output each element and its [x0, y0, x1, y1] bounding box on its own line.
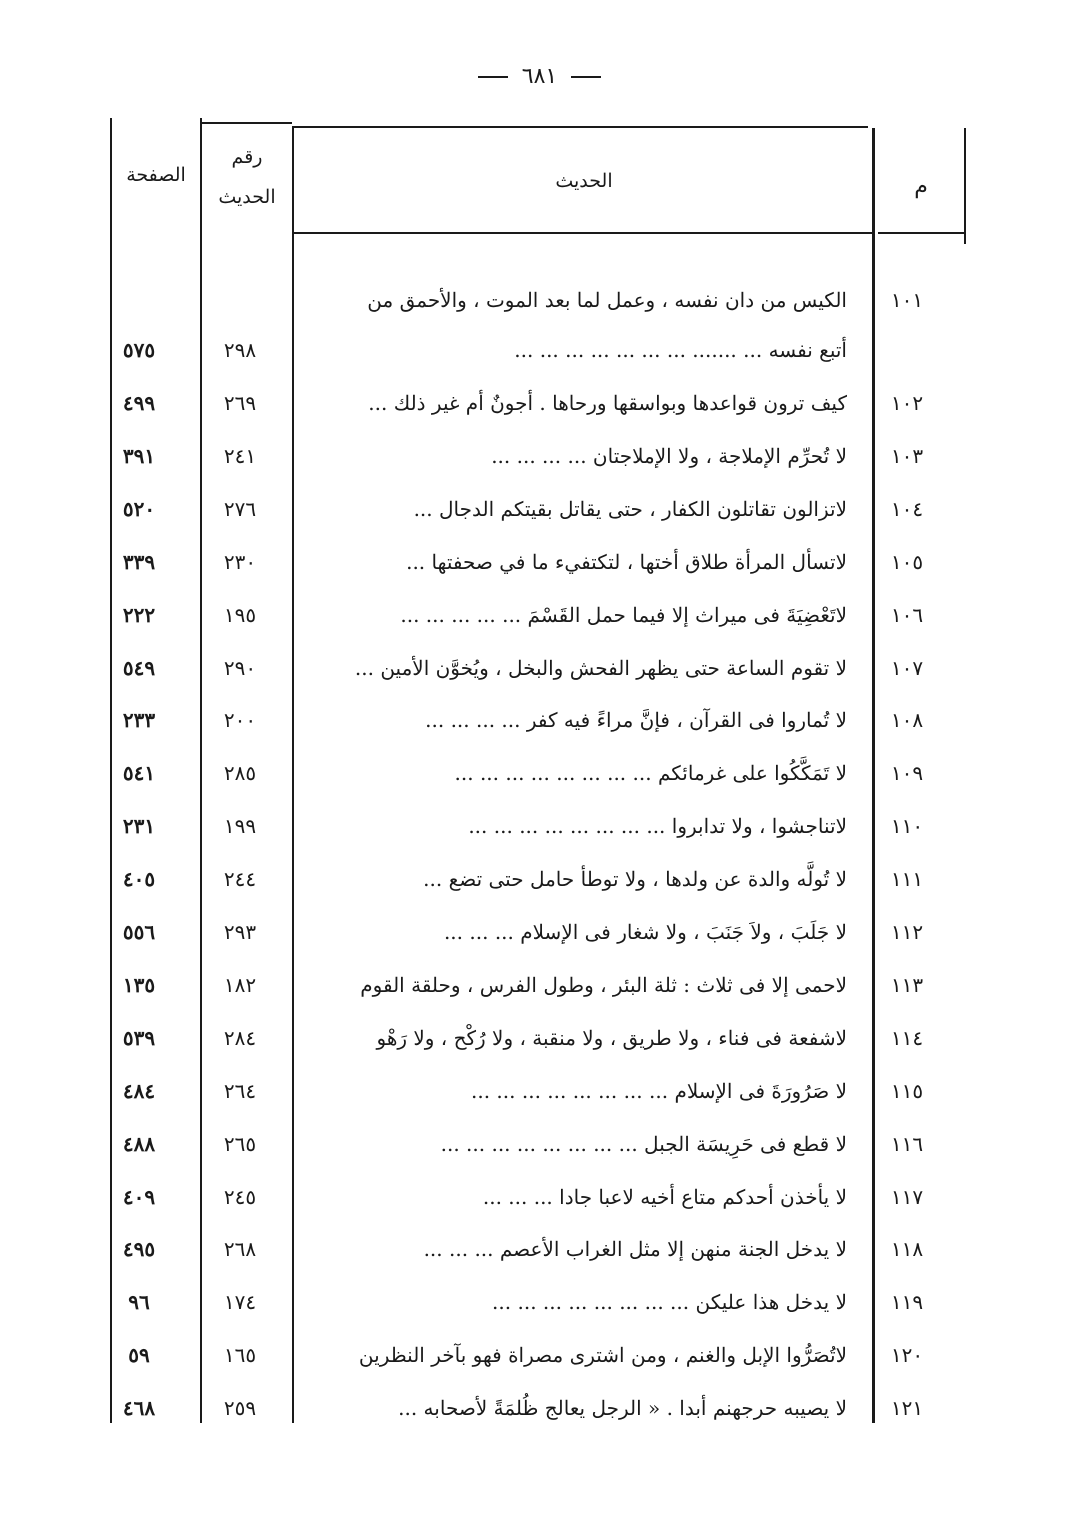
row-page: ٥٣٩	[122, 1025, 156, 1050]
table-row	[0, 648, 1079, 688]
row-page: ٥٢٠	[122, 496, 156, 521]
table-row	[0, 383, 1079, 423]
row-hadith-text: لا تُماروا فى القرآن ، فإنَّ مراءً فيه كفر ... ... ... ...	[425, 708, 847, 733]
row-serial: ١١٤	[890, 1025, 924, 1050]
row-page: ٩٦	[128, 1290, 150, 1315]
table-row	[0, 753, 1079, 793]
row-page: ١٣٥	[122, 972, 156, 997]
row-page: ٤٨٤	[122, 1078, 156, 1103]
row-hadith-number: ٢٧٦	[223, 496, 257, 521]
right-dash	[571, 76, 601, 78]
row-serial: ١١٧	[890, 1184, 924, 1209]
row-hadith-text-continued: أتبع نفسه ... ....... ... ... ... ... ... ... ...	[514, 338, 847, 362]
table-top-rule	[292, 126, 868, 128]
table-row	[0, 1229, 1079, 1269]
table-row	[0, 1018, 1079, 1058]
row-hadith-text: لاتناجشوا ، ولا تدابروا ... ... ... ... ... ... ... ...	[468, 814, 847, 839]
table-row	[0, 806, 1079, 846]
table-row	[0, 489, 1079, 529]
row-serial: ١٠٨	[890, 708, 924, 733]
row-hadith-text: لا تُولَّه والدة عن ولدها ، ولا توطأ حامل حتى تضع ...	[423, 867, 847, 892]
row-hadith-text: لا جَلَبَ ، ولاَ جَنَبَ ، ولا شغار فى الإسلام ... ... ...	[443, 920, 847, 944]
row-hadith-number: ١٧٤	[223, 1290, 257, 1315]
row-hadith-number: ٢٦٩	[223, 391, 257, 415]
table-top-rule-left	[200, 122, 292, 124]
row-serial: ١٢١	[890, 1396, 924, 1421]
header-serial: م	[914, 174, 928, 199]
row-hadith-number: ٢٦٤	[223, 1078, 257, 1103]
row-hadith-number: ٢٦٥	[223, 1131, 257, 1156]
table-row	[0, 1071, 1079, 1111]
row-serial: ١٠٢	[890, 391, 924, 415]
row-hadith-text: كيف ترون قواعدها وبواسقها ورحاها . أجونٌ أم غير ذلك ...	[368, 391, 847, 415]
row-serial: ١١٨	[890, 1237, 924, 1262]
row-serial: ١٠١	[890, 288, 924, 312]
row-serial: ١١٩	[890, 1290, 924, 1315]
row-hadith-text: لاتزالون تقاتلون الكفار ، حتى يقاتل بقيتكم الدجال ...	[413, 496, 847, 521]
row-serial: ١٠٥	[890, 549, 924, 574]
row-hadith-number: ٢٣٠	[223, 549, 257, 574]
row-hadith-text: لا قطع فى حَرِيسَة الجبل ... ... ... ... ... ... ... ...	[440, 1131, 847, 1156]
row-hadith-number: ٢٤٤	[223, 867, 257, 892]
table-row-continuation	[0, 330, 1079, 370]
row-hadith-number: ١٩٥	[223, 602, 257, 627]
row-hadith-number: ٢٦٨	[223, 1237, 257, 1262]
table-row	[0, 1282, 1079, 1322]
header-page: الصفحة	[126, 164, 186, 186]
row-hadith-number: ١٨٢	[223, 972, 257, 997]
row-page: ٢٣١	[122, 814, 156, 839]
table-row	[0, 280, 1079, 320]
row-hadith-number: ١٩٩	[223, 814, 257, 839]
row-hadith-number: ٢٩٣	[223, 920, 257, 944]
row-hadith-text: لاشفعة فى فناء ، ولا طريق ، ولا منقبة ، ولا رُكْح ، ولا رَهْو	[376, 1025, 847, 1050]
left-dash	[478, 76, 508, 78]
row-hadith-number: ٢٠٠	[223, 708, 257, 733]
row-page: ٢٣٣	[122, 708, 156, 733]
row-hadith-text: لا صَرُورَةَ فى الإسلام ... ... ... ... ... ... ... ...	[471, 1078, 847, 1103]
table-row	[0, 1388, 1079, 1428]
row-serial: ١٠٤	[890, 496, 924, 521]
header-hadith-number-line1: رقم	[231, 146, 263, 168]
row-serial: ١١٢	[890, 920, 924, 944]
table-row	[0, 700, 1079, 740]
row-hadith-number: ٢٩٨	[223, 338, 257, 362]
row-page: ٣٩١	[122, 443, 156, 468]
row-hadith-text: لا يصيبه حرجهنم أبدا . « الرجل يعالج ظُلمَةً لأصحابه ...	[398, 1396, 847, 1421]
row-hadith-text: لا تقوم الساعة حتى يظهر الفحش والبخل ، ويُخوَّن الأمين ...	[354, 655, 847, 680]
page-number	[0, 64, 1079, 89]
row-serial: ١٠٧	[890, 655, 924, 680]
table-row	[0, 912, 1079, 952]
row-hadith-text: لا يدخل هذا عليكن ... ... ... ... ... ... ... ...	[492, 1290, 847, 1315]
row-serial: ١١٠	[890, 814, 924, 839]
row-serial: ١٠٩	[890, 761, 924, 786]
row-hadith-text: لا يأخذن أحدكم متاع أخيه لاعبا جادا ... ... ...	[482, 1184, 847, 1209]
row-serial: ١٢٠	[890, 1343, 924, 1368]
table-row	[0, 965, 1079, 1005]
border-right	[964, 128, 966, 244]
row-page: ٤٦٨	[122, 1396, 156, 1421]
row-hadith-number: ٢٩٠	[223, 655, 257, 680]
table-row	[0, 436, 1079, 476]
row-page: ٤٨٨	[122, 1131, 156, 1156]
table-row	[0, 1124, 1079, 1164]
row-hadith-text: لا تُحرِّم الإملاجة ، ولا الإملاجتان ... ... ... ...	[491, 443, 847, 468]
row-serial: ١١٥	[890, 1078, 924, 1103]
header-hadith: الحديث	[555, 170, 613, 192]
row-serial: ١١٣	[890, 972, 924, 997]
row-hadith-number: ٢٨٤	[223, 1025, 257, 1050]
row-hadith-number: ٢٨٥	[223, 761, 257, 786]
row-hadith-text: لا يدخل الجنة منهن إلا مثل الغراب الأعصم ... ... ...	[423, 1237, 847, 1262]
row-serial: ١١٦	[890, 1131, 924, 1156]
row-page: ٤٠٩	[122, 1184, 156, 1209]
page-number-text: ٦٨١	[521, 64, 558, 89]
row-hadith-number: ٢٥٩	[223, 1396, 257, 1421]
row-hadith-number: ٢٤١	[223, 443, 257, 468]
header-bottom-rule	[292, 232, 872, 234]
row-hadith-number: ١٦٥	[223, 1343, 257, 1368]
row-page: ٤٠٥	[122, 867, 156, 892]
row-page: ٤٩٥	[122, 1237, 156, 1262]
table-row	[0, 1177, 1079, 1217]
row-page: ٥٥٦	[122, 920, 156, 944]
row-hadith-text: الكيس من دان نفسه ، وعمل لما بعد الموت ، والأحمق من	[367, 288, 847, 312]
row-page: ٤٩٩	[122, 391, 156, 415]
table-row	[0, 859, 1079, 899]
table-row	[0, 542, 1079, 582]
row-page: ٥٤١	[122, 761, 156, 786]
header-bottom-rule-serial	[878, 232, 964, 234]
row-page: ٥٩	[128, 1343, 150, 1368]
row-page: ٣٣٩	[122, 549, 156, 574]
row-hadith-text: لاتُصَرُّوا الإبل والغنم ، ومن اشترى مصراة فهو بآخر النظرين	[358, 1343, 847, 1368]
row-serial: ١٠٣	[890, 443, 924, 468]
row-hadith-text: لاحمى إلا فى ثلاث : ثلة البئر ، وطول الفرس ، وحلقة القوم	[360, 972, 847, 997]
header-hadith-number-line2: الحديث	[218, 186, 276, 208]
row-page: ٢٢٢	[122, 602, 156, 627]
row-page: ٥٧٥	[122, 338, 156, 362]
row-page: ٥٤٩	[122, 655, 156, 680]
row-serial: ١٠٦	[890, 602, 924, 627]
table-row	[0, 595, 1079, 635]
row-hadith-number: ٢٤٥	[223, 1184, 257, 1209]
row-serial: ١١١	[890, 867, 924, 892]
row-hadith-text: لاتسأل المرأة طلاق أختها ، لتكتفيء ما في صحفتها ...	[406, 549, 847, 574]
row-hadith-text: لاتَعْضِيَةَ فى ميراث إلا فيما حمل القَسْمَ ... ... ... ... ...	[400, 602, 847, 627]
table-row	[0, 1335, 1079, 1375]
row-hadith-text: لا تَمَكَّكُوا على غرمائكم ... ... ... ... ... ... ... ...	[454, 761, 847, 786]
